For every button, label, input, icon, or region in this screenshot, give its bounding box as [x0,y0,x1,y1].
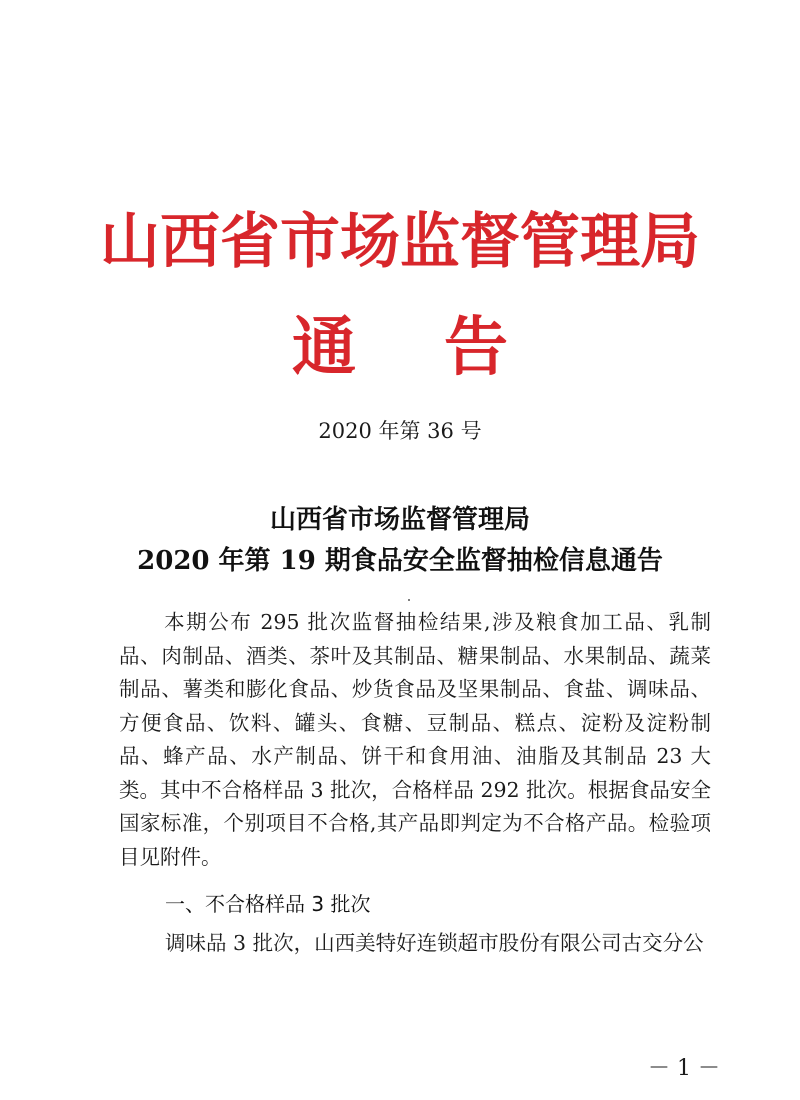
notice-heading-char-2: 告 [444,310,508,385]
section-heading: 一、不合格样品 3 批次 [165,892,371,916]
document-number: 2020 年第 36 号 [318,419,482,443]
agency-title: 山西省市场监督管理局 [100,207,700,277]
notice-title-line-1: 山西省市场监督管理局 [269,505,530,535]
body-paragraph: 本期公布 295 批次监督抽检结果,涉及粮食加工品、乳制品、肉制品、酒类、茶叶及其制品、糖果制品、水果制品、蔬菜制品、薯类和膨化食品、炒货食品及坚果制品、食盐、调味品、方便食品、饮料、罐头、食糖、豆制品、糕点、淀粉及淀粉制品、蜂产品、水产制品、饼干和食用油、油脂及其制品 23 大类。其中不合格样品 3 批次，合格样品 292 批次。根据食品安全国家标准，个别项目不合格,其产品即判定为不合格产品。检验项目见附件。 [119,610,711,869]
notice-heading [0,310,800,385]
notice-heading-char-1: 通 [292,310,356,385]
scan-dot-mark [408,599,410,601]
page-number: － 1 － [648,1056,720,1081]
detail-paragraph: 调味品 3 批次，山西美特好连锁超市股份有限公司古交分公 [165,931,704,955]
notice-title-line-2: 2020 年第 19 期食品安全监督抽检信息通告 [137,546,663,576]
